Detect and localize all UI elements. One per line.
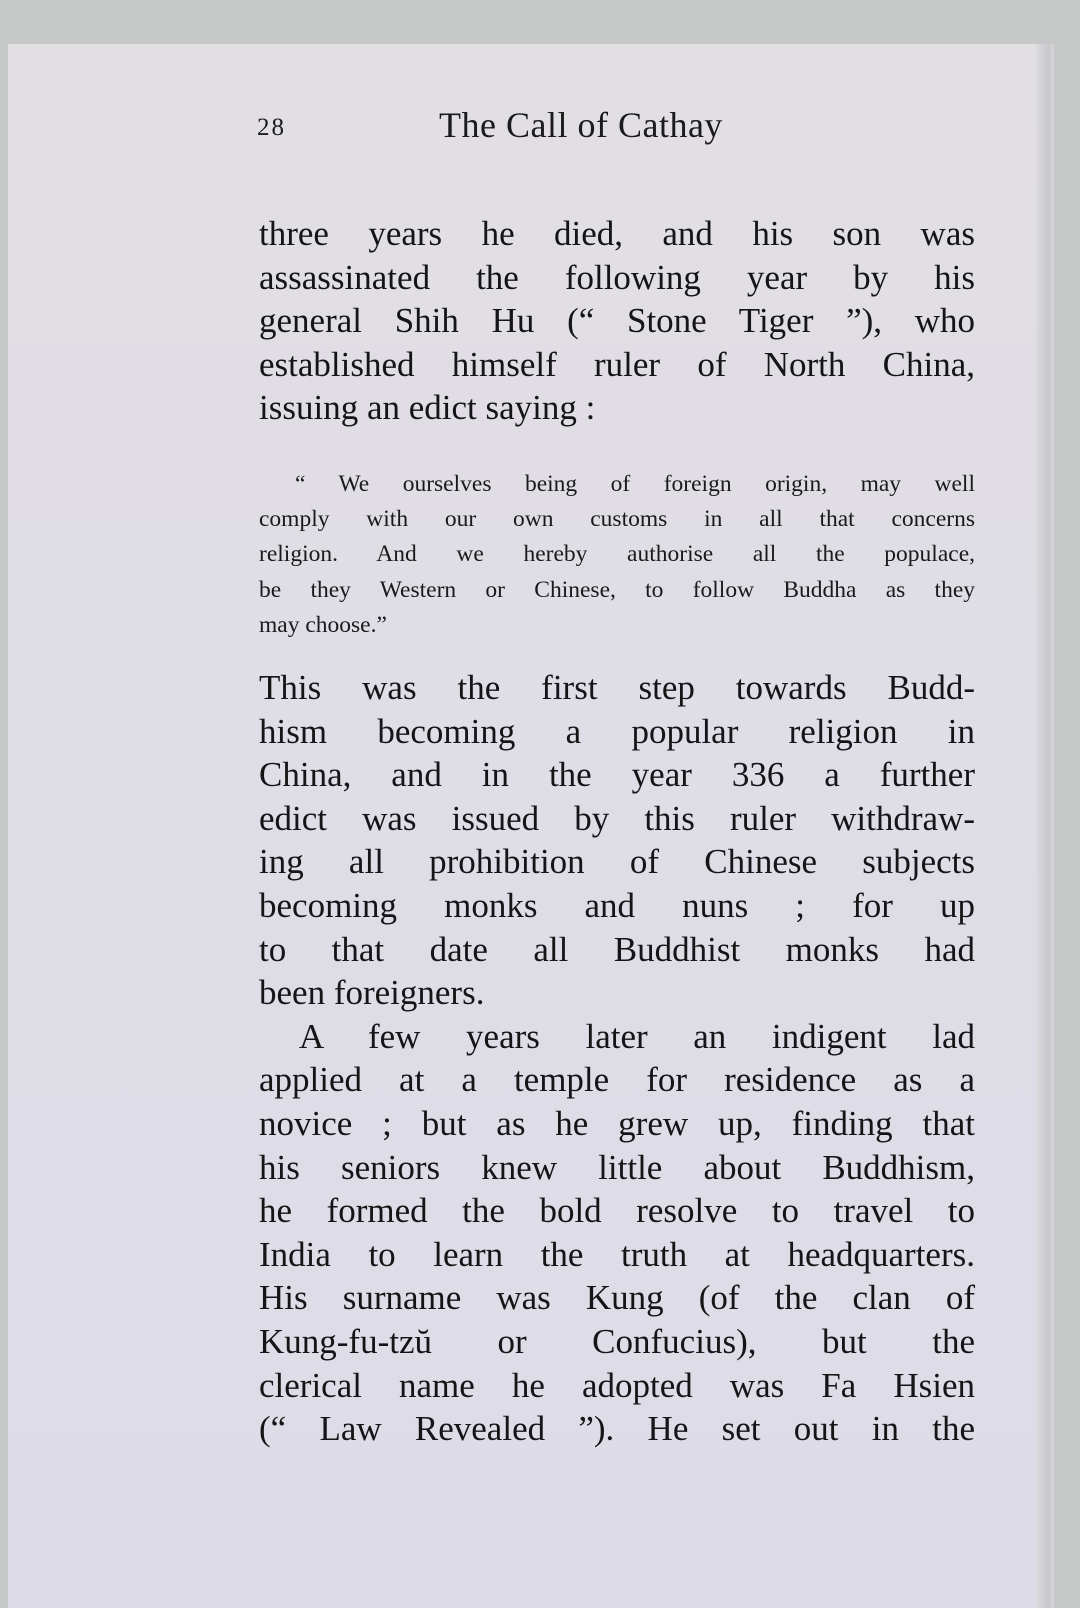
text-line: Kung-fu-tzŭ or Confucius), but the bbox=[259, 1321, 975, 1361]
edict-quotation bbox=[259, 467, 975, 643]
text-line: This was the first step towards Budd- bbox=[259, 668, 975, 707]
text-line: China, and in the year 336 a further bbox=[259, 755, 975, 795]
text-line: India to learn the truth at headquarters. bbox=[259, 1234, 975, 1274]
text-line: edict was issued by this ruler withdraw- bbox=[259, 798, 975, 838]
text-line: assassinated the following year by his bbox=[259, 257, 975, 297]
text-line: (“ Law Revealed ”). He set out in the bbox=[259, 1409, 975, 1449]
quote-line: be they Western or Chinese, to follow Buddha as they bbox=[259, 576, 975, 603]
paragraph-1 bbox=[259, 212, 975, 430]
text-line: hism becoming a popular religion in bbox=[259, 711, 975, 751]
text-line: novice ; but as he grew up, finding that bbox=[259, 1103, 975, 1143]
text-line: he formed the bold resolve to travel to bbox=[259, 1191, 975, 1231]
text-line: to that date all Buddhist monks had bbox=[259, 929, 975, 969]
page-header bbox=[257, 104, 977, 154]
text-line: issuing an edict saying : bbox=[259, 388, 596, 428]
paragraph-2-and-3 bbox=[259, 666, 975, 1451]
text-line: applied at a temple for residence as a bbox=[259, 1060, 975, 1100]
quote-line: religion. And we hereby authorise all the populace, bbox=[259, 541, 975, 568]
running-title: The Call of Cathay bbox=[439, 105, 723, 145]
text-line: ing all prohibition of Chinese subjects bbox=[259, 842, 975, 882]
text-line: His surname was Kung (of the clan of bbox=[259, 1278, 975, 1318]
quote-line: “ We ourselves being of foreign origin, may well bbox=[295, 471, 975, 497]
text-line: established himself ruler of North China, bbox=[259, 344, 975, 384]
text-line: his seniors knew little about Buddhism, bbox=[259, 1147, 975, 1187]
text-line: A few years later an indigent lad bbox=[299, 1016, 975, 1056]
text-line: three years he died, and his son was bbox=[259, 214, 975, 253]
page-edge-shadow bbox=[1036, 44, 1054, 1608]
text-line: been foreigners. bbox=[259, 973, 485, 1013]
page-number: 28 bbox=[257, 114, 286, 141]
text-line: becoming monks and nuns ; for up bbox=[259, 885, 975, 925]
text-line: clerical name he adopted was Fa Hsien bbox=[259, 1365, 975, 1405]
text-line: general Shih Hu (“ Stone Tiger ”), who bbox=[259, 301, 975, 341]
quote-line: comply with our own customs in all that concerns bbox=[259, 506, 975, 533]
quote-line: may choose.” bbox=[259, 611, 387, 638]
